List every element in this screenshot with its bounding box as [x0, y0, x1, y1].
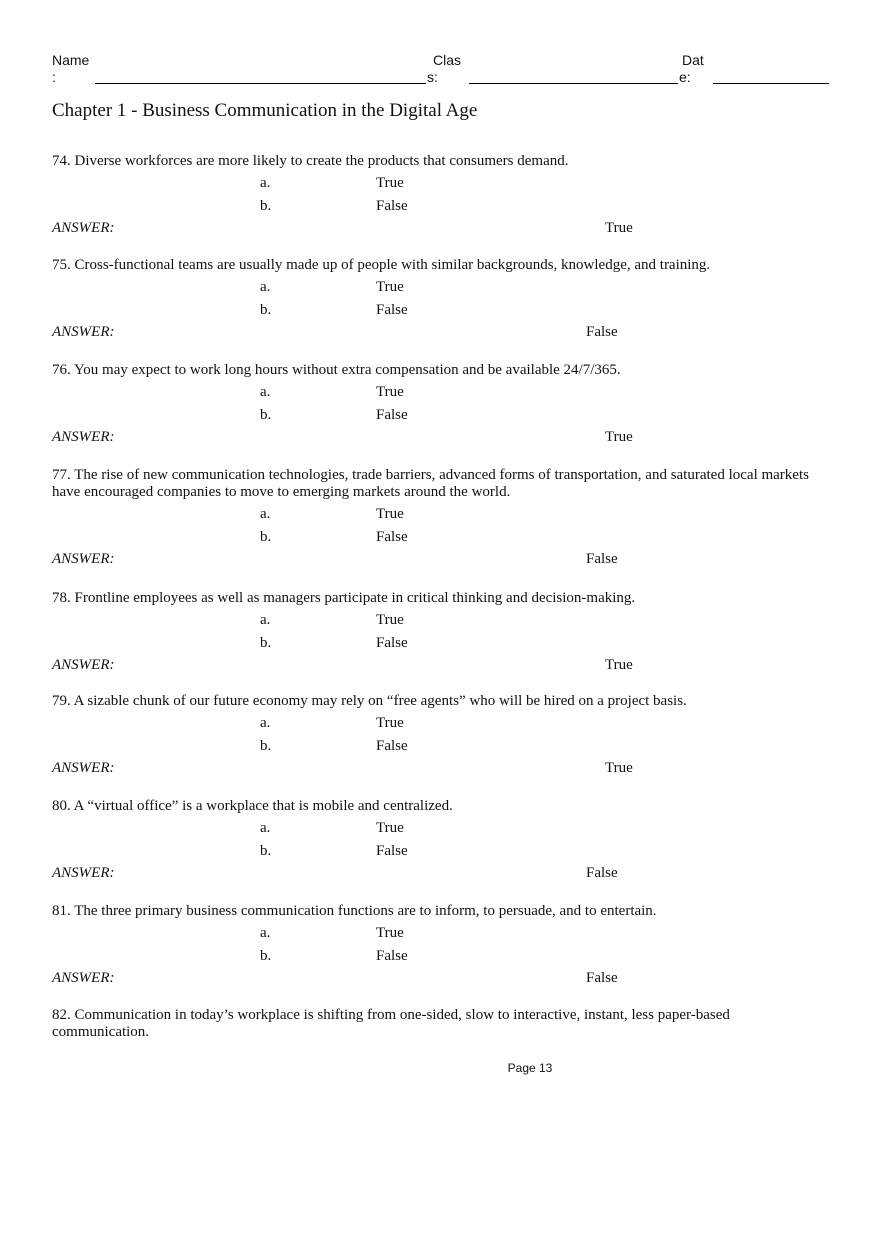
- option-text: True: [376, 175, 404, 191]
- question-text: 81. The three primary business communication functions are to inform, to persuade, and to entertain.: [52, 903, 657, 919]
- option-letter: a.: [260, 612, 271, 628]
- question-block: [52, 362, 822, 449]
- option-text: False: [376, 406, 408, 423]
- date-label-top: Dat: [682, 52, 704, 68]
- class-label-top: Clas: [433, 52, 462, 68]
- option-a[interactable]: [52, 279, 822, 302]
- option-letter: a.: [260, 506, 271, 522]
- answer-row: [52, 220, 822, 240]
- option-b[interactable]: [52, 302, 822, 325]
- option-letter: a.: [260, 279, 271, 295]
- options-list: [52, 506, 822, 551]
- question-block: [52, 798, 822, 885]
- options-list: [52, 925, 822, 970]
- answer-value: False: [586, 970, 618, 986]
- question-block: [52, 153, 822, 240]
- option-text: True: [376, 612, 404, 628]
- option-letter: b.: [260, 634, 272, 651]
- answer-label: ANSWER:: [52, 657, 115, 673]
- class-label: [427, 52, 467, 86]
- option-a[interactable]: [52, 715, 822, 738]
- option-letter: a.: [260, 715, 271, 731]
- answer-value: True: [605, 760, 633, 776]
- answer-label: ANSWER:: [52, 760, 115, 776]
- question-block: [52, 903, 822, 990]
- option-letter: a.: [260, 820, 271, 836]
- name-field[interactable]: [95, 83, 426, 84]
- option-letter: b.: [260, 197, 272, 214]
- option-letter: b.: [260, 737, 272, 754]
- date-field[interactable]: [713, 83, 829, 84]
- answer-label: ANSWER:: [52, 324, 115, 340]
- question-text: 78. Frontline employees as well as managers participate in critical thinking and decision-making.: [52, 590, 636, 606]
- option-text: False: [376, 197, 408, 214]
- question-text: 80. A “virtual office” is a workplace that is mobile and centralized.: [52, 798, 453, 814]
- option-text: True: [376, 279, 404, 295]
- answer-value: False: [586, 324, 618, 340]
- answer-value: True: [605, 657, 633, 673]
- answer-value: True: [605, 220, 633, 236]
- answer-value: False: [586, 551, 618, 567]
- answer-value: True: [605, 429, 633, 445]
- options-list: [52, 279, 822, 324]
- option-letter: b.: [260, 406, 272, 423]
- answer-row: [52, 657, 822, 677]
- option-letter: b.: [260, 528, 272, 545]
- option-text: True: [376, 820, 404, 836]
- option-b[interactable]: [52, 843, 822, 866]
- date-label-bottom: e:: [679, 69, 691, 85]
- option-a[interactable]: [52, 925, 822, 948]
- question-block: [52, 467, 822, 571]
- option-b[interactable]: [52, 529, 822, 552]
- answer-row: [52, 760, 822, 780]
- question-text: 79. A sizable chunk of our future economy may rely on “free agents” who will be hired on a project basis.: [52, 693, 687, 709]
- option-a[interactable]: [52, 175, 822, 198]
- option-text: False: [376, 634, 408, 651]
- options-list: [52, 175, 822, 220]
- option-text: False: [376, 842, 408, 859]
- option-letter: b.: [260, 947, 272, 964]
- class-label-bottom: s:: [427, 69, 438, 85]
- option-letter: b.: [260, 842, 272, 859]
- option-a[interactable]: [52, 820, 822, 843]
- question-text: 74. Diverse workforces are more likely to create the products that consumers demand.: [52, 153, 569, 169]
- option-text: False: [376, 737, 408, 754]
- name-label-top: Name: [52, 52, 90, 68]
- class-field[interactable]: [469, 83, 678, 84]
- answer-row: [52, 865, 822, 885]
- option-letter: a.: [260, 384, 271, 400]
- answer-row: [52, 970, 822, 990]
- option-a[interactable]: [52, 384, 822, 407]
- option-text: True: [376, 384, 404, 400]
- option-a[interactable]: [52, 506, 822, 529]
- option-letter: b.: [260, 301, 272, 318]
- name-label-bottom: :: [52, 69, 56, 85]
- question-block: [52, 257, 822, 344]
- option-letter: a.: [260, 175, 271, 191]
- option-text: False: [376, 301, 408, 318]
- options-list: [52, 384, 822, 429]
- answer-label: ANSWER:: [52, 551, 115, 567]
- chapter-title: Chapter 1 - Business Communication in the Digital Age: [52, 100, 478, 121]
- question-text: 82. Communication in today’s workplace is shifting from one-sided, slow to interactive, instant, less paper-based communication.: [52, 1007, 730, 1040]
- option-b[interactable]: [52, 948, 822, 971]
- option-b[interactable]: [52, 198, 822, 221]
- question-text: 76. You may expect to work long hours without extra compensation and be available 24/7/365.: [52, 362, 621, 378]
- option-text: True: [376, 925, 404, 941]
- answer-value: False: [586, 865, 618, 881]
- question-block: [52, 693, 822, 780]
- option-b[interactable]: [52, 635, 822, 658]
- answer-row: [52, 324, 822, 344]
- options-list: [52, 820, 822, 865]
- question-block: [52, 1007, 822, 1041]
- name-label: [52, 52, 92, 86]
- option-letter: a.: [260, 925, 271, 941]
- option-text: True: [376, 715, 404, 731]
- question-block: [52, 590, 822, 677]
- page-number: Page 13: [507, 1061, 553, 1075]
- option-text: True: [376, 506, 404, 522]
- option-b[interactable]: [52, 407, 822, 430]
- options-list: [52, 612, 822, 657]
- options-list: [52, 715, 822, 760]
- answer-label: ANSWER:: [52, 970, 115, 986]
- question-text: 75. Cross-functional teams are usually made up of people with similar backgrounds, knowledge, and training.: [52, 257, 711, 273]
- question-text: 77. The rise of new communication technologies, trade barriers, advanced forms of transportation, and saturated local markets have encouraged companies to move to emerging markets around the world.: [52, 467, 809, 500]
- option-text: False: [376, 947, 408, 964]
- answer-label: ANSWER:: [52, 429, 115, 445]
- option-text: False: [376, 528, 408, 545]
- date-label: [679, 52, 719, 86]
- answer-label: ANSWER:: [52, 865, 115, 881]
- answer-label: ANSWER:: [52, 220, 115, 236]
- answer-row: [52, 429, 822, 449]
- option-b[interactable]: [52, 738, 822, 761]
- answer-row: [52, 551, 822, 571]
- option-a[interactable]: [52, 612, 822, 635]
